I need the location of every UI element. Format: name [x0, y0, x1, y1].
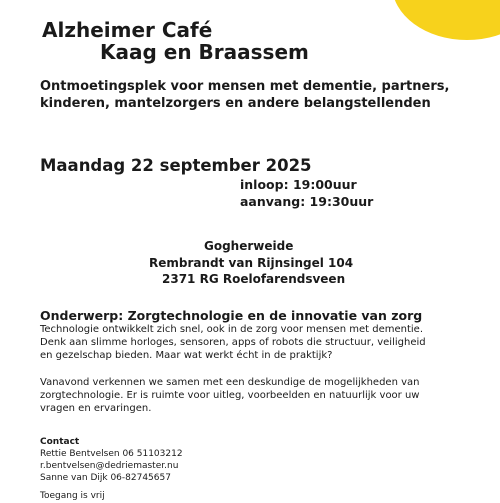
location-street: Rembrandt van Rijnsingel 104 — [149, 256, 354, 270]
event-date: Maandag 22 september 2025 — [40, 156, 312, 175]
topic-paragraph-2-line-2: zorgtechnologie. Er is ruimte voor uitleg, voorbeelden en natuurlijk voor uw — [40, 390, 420, 401]
topic-paragraph-1-line-2: Denk aan slimme horloges, sensoren, apps of robots die structuur, veiligheid — [40, 337, 426, 348]
topic-paragraph-2-line-3: vragen en ervaringen. — [40, 403, 152, 414]
access-note: Toegang is vrij — [40, 491, 105, 501]
title-line-1: Alzheimer Café — [42, 18, 213, 42]
contact-email[interactable]: r.bentvelsen@dedriemaster.nu — [40, 461, 179, 471]
topic-paragraph-1-line-1: Technologie ontwikkelt zich snel, ook in de zorg voor mensen met dementie. — [40, 324, 423, 335]
topic-paragraph-1-line-3: en gezelschap bieden. Maar wat werkt écht in de praktijk? — [40, 350, 333, 361]
contact-person-2: Sanne van Dijk 06-82745657 — [40, 473, 171, 483]
decorative-yellow-shape — [392, 0, 500, 40]
event-aanvang: aanvang: 19:30uur — [240, 194, 374, 209]
location-city: 2371 RG Roelofarendsveen — [162, 272, 346, 286]
event-inloop: inloop: 19:00uur — [240, 177, 357, 192]
subtitle-line-2: kinderen, mantelzorgers en andere belangstellenden — [40, 96, 431, 111]
contact-person-1: Rettie Bentvelsen 06 51103212 — [40, 449, 183, 459]
subtitle-line-1: Ontmoetingsplek voor mensen met dementie, partners, — [40, 79, 450, 94]
location-name: Gogherweide — [204, 239, 294, 253]
topic-heading: Onderwerp: Zorgtechnologie en de innovatie van zorg — [40, 308, 423, 323]
contact-heading: Contact — [40, 437, 80, 447]
topic-paragraph-2-line-1: Vanavond verkennen we samen met een deskundige de mogelijkheden van — [40, 377, 420, 388]
title-line-2: Kaag en Braassem — [100, 40, 309, 64]
